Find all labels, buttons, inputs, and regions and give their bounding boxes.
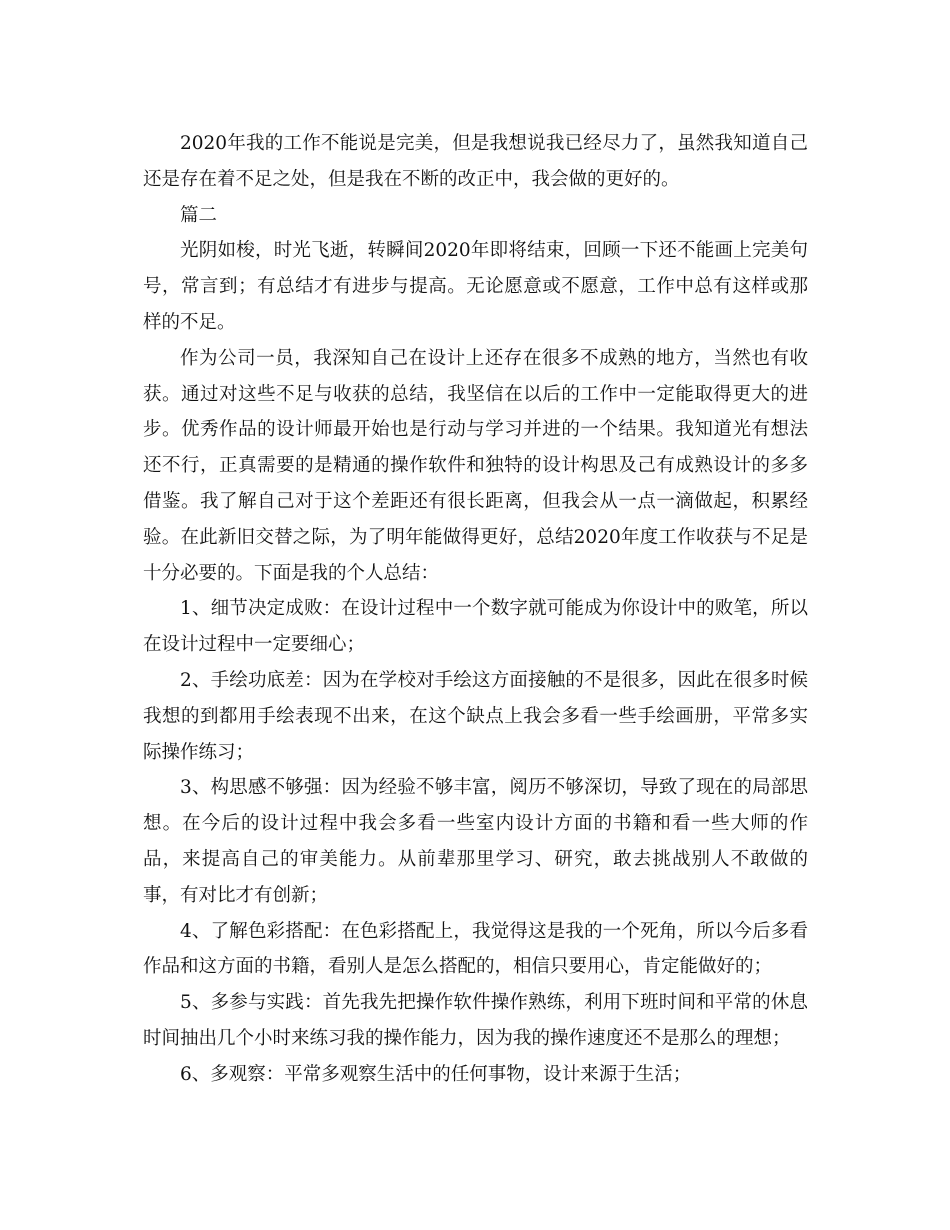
paragraph-closing-2020: 2020年我的工作不能说是完美，但是我想说我已经尽力了，虽然我知道自己还是存在着不足之处，但是我在不断的改正中，我会做的更好的。 — [143, 133, 808, 190]
list-item-observation: 6、多观察：平常多观察生活中的任何事物，设计来源于生活； — [180, 1063, 692, 1085]
list-item-conception: 3、构思感不够强：因为经验不够丰富，阅历不够深切，导致了现在的局部思想。在今后的设计过程中我会多看一些室内设计方面的书籍和看一些大师的作品，来提高自己的审美能力。从前辈那里学习、研究，敢去挑战别人不敢做的事，有对比才有创新； — [143, 777, 808, 906]
document-body — [143, 126, 808, 1093]
paragraph-company-member: 作为公司一员，我深知自己在设计上还存在很多不成熟的地方，当然也有收获。通过对这些不足与收获的总结，我坚信在以后的工作中一定能取得更大的进步。优秀作品的设计师最开始也是行动与学习并进的一个结果。我知道光有想法还不行，正真需要的是精通的操作软件和独特的设计构思及己有成熟设计的多多借鉴。我了解自己对于这个差距还有很长距离，但我会从一点一滴做起，积累经验。在此新旧交替之际，为了明年能做得更好，总结2020年度工作收获与不足是十分必要的。下面是我的个人总结： — [143, 347, 808, 584]
list-item-details: 1、细节决定成败：在设计过程中一个数字就可能成为你设计中的败笔，所以在设计过程中一定要细心； — [143, 598, 808, 656]
section-heading-part-two: 篇二 — [180, 204, 218, 226]
paragraph-intro: 光阴如梭，时光飞逝，转瞬间2020年即将结束，回顾一下还不能画上完美句号，常言到；有总结才有进步与提高。无论愿意或不愿意，工作中总有这样或那样的不足。 — [143, 240, 808, 333]
list-item-hand-drawing: 2、手绘功底差：因为在学校对手绘这方面接触的不是很多，因此在很多时候我想的到都用手绘表现不出来，在这个缺点上我会多看一些手绘画册，平常多实际操作练习； — [143, 669, 808, 763]
list-item-practice: 5、多参与实践：首先我先把操作软件操作熟练，利用下班时间和平常的休息时间抽出几个小时来练习我的操作能力，因为我的操作速度还不是那么的理想； — [143, 992, 808, 1049]
list-item-color-matching: 4、了解色彩搭配：在色彩搭配上，我觉得这是我的一个死角，所以今后多看作品和这方面的书籍，看别人是怎么搭配的，相信只要用心，肯定能做好的； — [143, 920, 808, 978]
